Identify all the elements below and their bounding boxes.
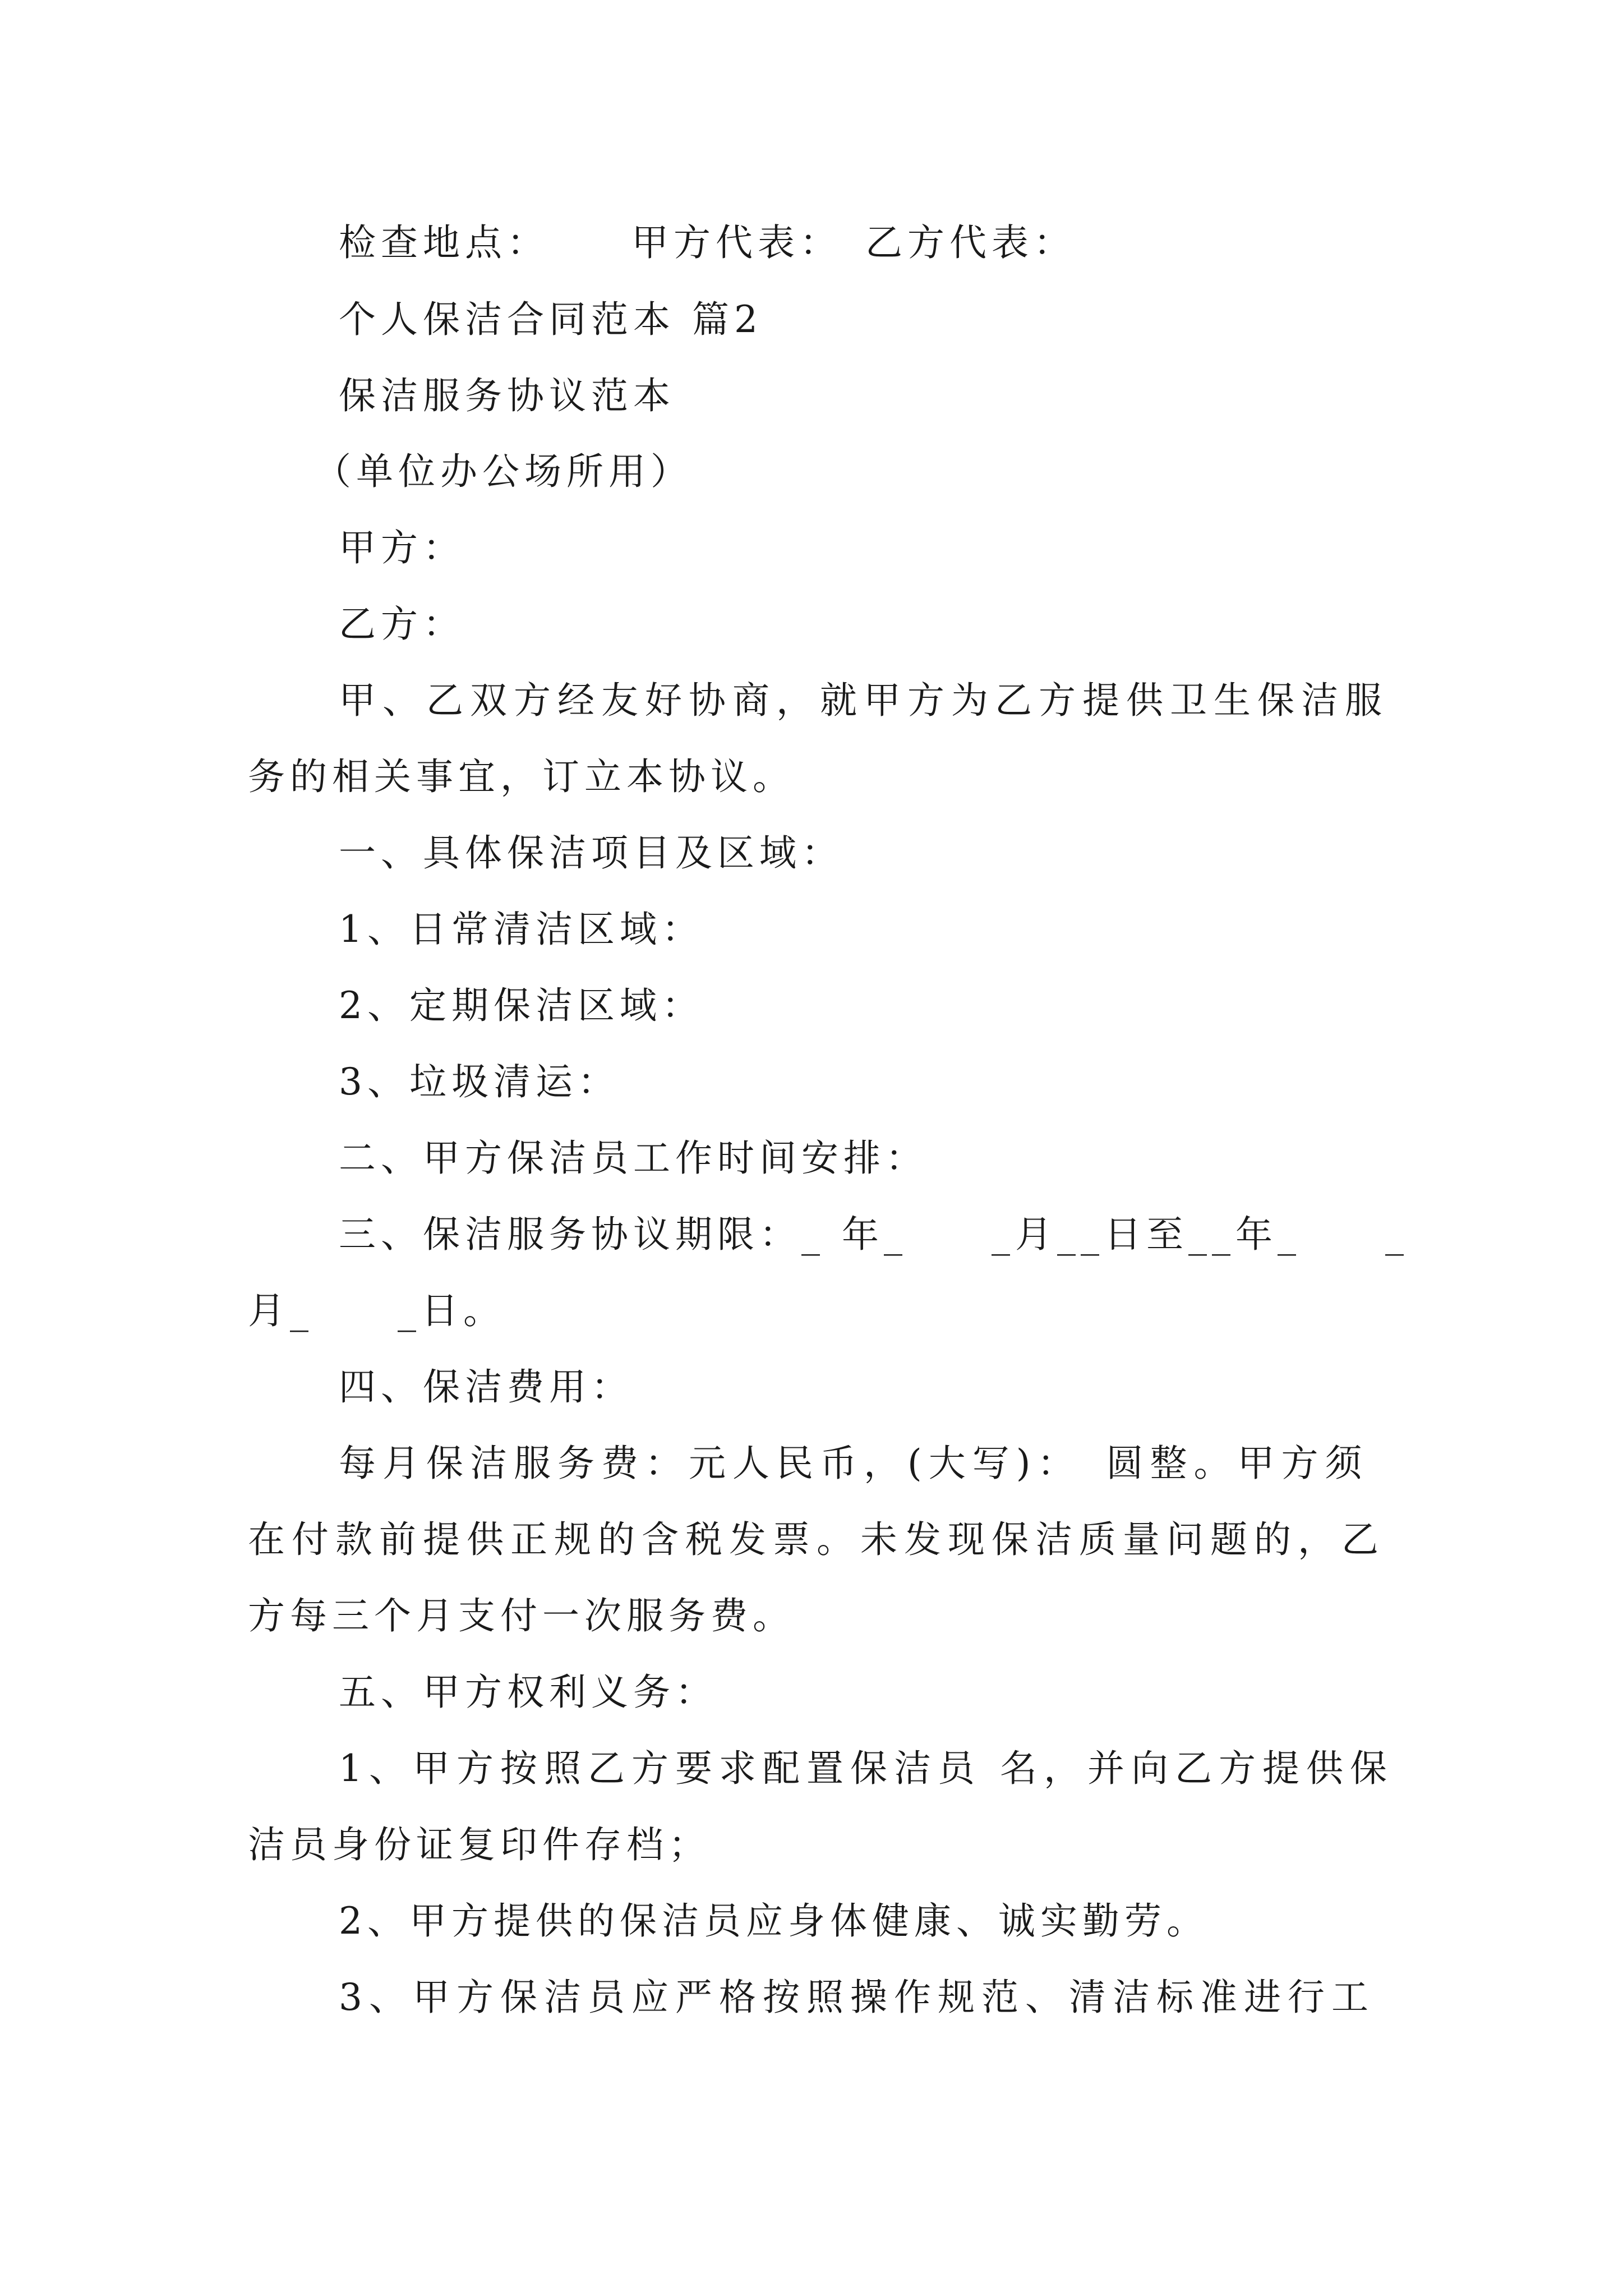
agreement-title: 保洁服务协议范本 xyxy=(339,374,675,417)
clause-4-heading: 四、保洁费用： xyxy=(339,1365,633,1409)
clause-5-item-3-line-1: 3、甲方保洁员应严格按照操作规范、清洁标准进行工 xyxy=(339,1976,1375,2019)
party-b-line: 乙方： xyxy=(339,602,465,646)
fee-paragraph-line-2: 在付款前提供正规的含税发票。未发现保洁质量问题的，乙 xyxy=(248,1518,1385,1561)
agreement-subtitle: （单位办公场所用） xyxy=(314,450,693,493)
clause-3-line-2: 月_ _日。 xyxy=(248,1289,505,1332)
clause-1-item-3: 3、垃圾清运： xyxy=(339,1060,620,1103)
fee-paragraph-line-3: 方每三个月支付一次服务费。 xyxy=(248,1594,795,1637)
inspection-signature-line: 检查地点： 甲方代表： 乙方代表： xyxy=(339,221,1076,264)
clause-5-item-1-line-2: 洁员身份证复印件存档； xyxy=(248,1823,711,1866)
clause-2-heading: 二、甲方保洁员工作时间安排： xyxy=(339,1137,928,1180)
intro-paragraph-line-2: 务的相关事宜，订立本协议。 xyxy=(248,755,795,798)
section-title: 个人保洁合同范本 篇2 xyxy=(339,298,763,341)
clause-5-item-1-line-1: 1、甲方按照乙方要求配置保洁员 名，并向乙方提供保 xyxy=(339,1747,1394,1790)
clause-1-item-1: 1、日常清洁区域： xyxy=(339,908,704,951)
intro-paragraph-line-1: 甲、乙双方经友好协商，就甲方为乙方提供卫生保洁服 xyxy=(339,679,1389,722)
clause-1-heading: 一、具体保洁项目及区域： xyxy=(339,831,843,875)
party-a-line: 甲方： xyxy=(339,526,465,569)
fee-paragraph-line-1: 每月保洁服务费：元人民币，(大写)： 圆整。甲方须 xyxy=(339,1442,1369,1485)
clause-5-heading: 五、甲方权利义务： xyxy=(339,1671,717,1714)
clause-1-item-2: 2、定期保洁区域： xyxy=(339,984,704,1027)
clause-3-line-1: 三、保洁服务协议期限：_ 年_ _月__日至__年_ _ xyxy=(339,1213,1409,1256)
clause-5-item-2: 2、甲方提供的保洁员应身体健康、诚实勤劳。 xyxy=(339,1899,1209,1943)
